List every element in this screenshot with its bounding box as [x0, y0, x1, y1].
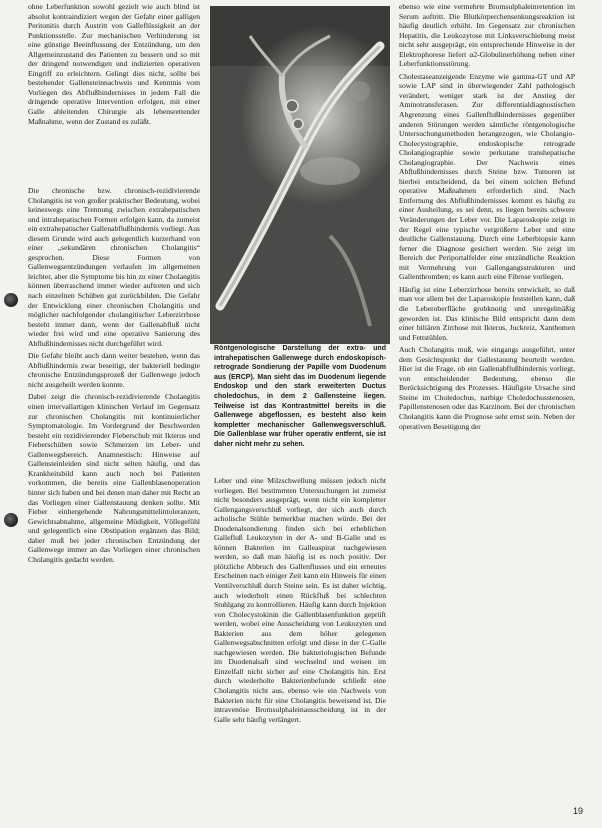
text-column-left-bottom: [28, 186, 200, 816]
text-column-middle: [214, 476, 386, 816]
figure-caption: Röntgenologische Darstellung der extra- und intrahepatischen Gallenwege durch endoskopisch-retrograde Sondierung der Papille vom Duodenum aus (ERCP). Man sieht das im Duodenum liegende Endoskop und den stark erweiterten Ductus choledochus, in dem 2 Gallensteine liegen. Teilweise ist das Kontrastmittel bereits in die Gallenwege abgeflossen, es besteht also kein kompletter mechanischer Gallenwegsverschluß. Die Gallenblase war früher operativ entfernt, sie ist daher nicht mehr zu sehen.: [214, 345, 386, 448]
punch-hole-icon: [4, 513, 18, 527]
paragraph: Leber und eine Milzschwellung müssen jedoch nicht vorliegen. Bei bestimmten Untersuchungen ist zumeist nicht besonders ausgeprägt, wenn nicht ein kompletter Gallengangsverschluß vorliegt, der sich auch durch acholische Stühle bemerkbar machen würde. Bei der Duodenalsondierung finden sich bei erheblichen Gallefluß Leukozyten in der A- und B-Galle und es können Bakterien im Galleaspirat nachgewiesen werden, so daß man häufig ist es noch positiv. Der plötzliche Abbruch des Gallenflusses und ein erneutes Erscheinen nach einiger Zeit kann ein Hinweis für einen Ventilverschluß durch Steine sein. Es ist daher wichtig, auch wiederholt einen Rückfluß bei schlechten Stuhlgang zu kontrollieren. Häufig kann durch Injektion von Cholecystokinin die Gallenblasenfunktion geprüft werden, wobei eine Ausscheidung von Leukozyten und Bakterien aus dem höher gelegenen Gallenwegsabschnitten erfolgt und diese in der C-Galle nachgewiesen werden. Die bakteriologischen Befunde im Duodenalsaft sind wechselnd und weisen im Einzelfall nicht sicher auf eine Cholangitis hin. Erst durch wiederholte Bakterienbefunde schließt eine Cholangitis nicht aus, ebenso wie ein Nachweis von Bakterien nicht für eine Cholangitis beweisend ist. Die intravenöse Bromsulphaleinausscheidung ist in der Galle sehr häufig verlängert.: [214, 476, 386, 724]
paragraph: ohne Leberfunktion sowohl gezielt wie auch blind ist absolut kontraindiziert wegen der Gefahr einer galligen Peritonitis durch Austritt von Galleflüssigkeit an der Punktionsstelle. Zur mechanischen Verhinderung ist eine günstige Beeinflussung der Entzündung, um den Allgemeinzustand des Patienten zu bessern und so mit der dringend notwendigen und indizierten operativen Eingriff zu erleichtern. Gelingt dies nicht, sollte bei bestehender Gallensteinnachweis und Kenntnis vom Vorliegen des Abflußhindernisses in jedem Fall die dringende operative Intervention erfolgen, mit einer Galle ableitenden Chirurgie als lebensrettender Maßnahme, wenn der Zustand es zuläßt.: [28, 2, 200, 126]
paragraph: ebenso wie eine vermehrte Bromsulphaleinretention im Serum auftritt. Die Blutkörperchensenkungsreaktion ist häufig deutlich erhöht. Im Gegensatz zur chronischen Hepatitis, die Leukozytose mit Linksverschiebung meist nicht sehr ausgeprägt, ein entsprechende Hinweise in der Elektrophorese liefert α2-Globulinerhöhung neben einer Leberfunktionsstörung.: [399, 2, 575, 69]
text-column-left-top: [28, 2, 200, 182]
paragraph: Dabei zeigt die chronisch-rezidivierende Cholangitis einen intervallartigen klinischen Verlauf im Gegensatz zur chronischen Cholangitis mit kontinuierlicher Symptomatologie. Im Vordergrund der Beschwerden besteht ein rezidivierender Fieberschub mit Ikterus und Fieberschüben sowie Schmerzen im Leber- und Gallenwegsbereich. Anamnestisch: Hinweise auf Gallensteinleiden sind nicht selten häufig, und das Krankheitsbild kann auch noch bei Patienten vorkommen, die bereits eine Gallenblasenoperation hinter sich haben und bei denen man daher mit Recht an das Vorliegen einer Gallenstauung denken sollte. Mit Fieber einhergehende Nahrungsmittelintoleranzen, Gewichtsabnahme, allgemeine Müdigkeit, Völlegefühl und gelegentlich eine Obstipation ergänzen das Bild; daher muß bei jeder chronischen Entzündung der Gallenwege immer an das Vorliegen einer chronischen Cholangitis gedacht werden.: [28, 392, 200, 564]
page-number: 19: [573, 806, 584, 816]
paragraph: Häufig ist eine Leberzirrhose bereits entwickelt, so daß man vor allem bei der Laparoskopie feststellen kann, daß die Leberoberfläche grobknotig und unregelmäßig geworden ist. Das klinische Bild entspricht dann dem einer biliären Zirrhose mit Ikterus, Juckreiz, Xanthomen und Fettstühlen.: [399, 284, 575, 342]
paragraph: Cholestaseanzeigende Enzyme wie gamma-GT und AP sowie LAP sind in überwiegender Zahl pathologisch verändert, weniger stark ist der Anstieg der Aminotransferasen. Zur differentialdiagnostischen Abgrenzung eines Gallenflußhindernisses gegenüber anderen Störungen werden sämtliche röntgenologische Untersuchungsmethoden herangezogen, wie Cholangio-Cholecystographie, endoskopische retrograde Cholangiographie sowie perkutane transhepatische Cholangiographie. Der Nachweis eines Abflußhindernisses durch Steine bzw. Tumoren ist hierbei entscheidend, da bei einem solchen Befund operative Maßnahmen erforderlich sind. Nach Entfernung des Abflußhindernisses kommt es häufig zu einer Ausheilung, es sei denn, es liegen bereits schwere Veränderungen der Leber vor. Die Laparoskopie zeigt in der Regel eine typische vergrößerte Leber und eine deutliche Gallenstauung. Durch eine Leberbiopsie kann ferner die Diagnose gesichert werden. Sie zeigt im Bereich der Periportalfelder eine entzündliche Reaktion mit Vermehrung von Gallengangsstrukturen und Gallenthromben; es kann auch eine Fibrose vorliegen.: [399, 71, 575, 282]
text-column-right: [399, 2, 575, 806]
paragraph: Die Gefahr bleibt auch dann weiter bestehen, wenn das Abflußhindernis zwar beseitigt, der bakteriell bedingte chronische Entzündungsprozeß der Gallenwege jedoch nicht ausgeheilt werden konnte.: [28, 351, 200, 389]
xray-image: [210, 6, 390, 344]
punch-hole-icon: [4, 293, 18, 307]
xray-figure: [210, 6, 390, 344]
paragraph: Die chronische bzw. chronisch-rezidivierende Cholangitis ist von großer praktischer Bedeutung, wobei keineswegs eine Trennung zwischen extrahepatischen und intrahepatischen Formen erfolgen kann, da zumeist ein extrahepatischer Gallenabflußhindernis vorliegt. Aus diesem Grunde wird auch gelegentlich kurzerhand von einer „sekundären chronischen Cholangitis“ gesprochen. Diese Formen von Gallenwegsentzündungen verlaufen im allgemeinen leichter, aber die Symptome bis hin zu einer Cholangitis können überraschend immer wieder auftreten und sich nach einzelnen Schüben gut zurückbilden. Die Gefahr der Entwicklung einer chronischen Cholangitis und möglicher nachfolgender cholangitischer Leberzirrhose besteht immer dann, wenn der Gallenabfluß nicht wieder frei wird und eine operative Sanierung des Abflußhindernisses nicht durchgeführt wird.: [28, 186, 200, 348]
paragraph: Auch Cholangitis muß, wie eingangs ausgeführt, unter dem Gesichtspunkt der Gallestauung beurteilt werden. Hier ist die Frage, ob ein Gallenabflußhindernis vorliegt, von entscheidender Bedeutung, ebenso die Berücksichtigung des Prozesses. Häufigste Ursache sind Steine im Choledochus, narbige Choledochusstenosen, Papillenstenosen oder das Karzinom. Bei der chronischen Cholangitis kann die Prognose sehr ernst sein. Neben der operativen Beseitigung der: [399, 345, 575, 431]
